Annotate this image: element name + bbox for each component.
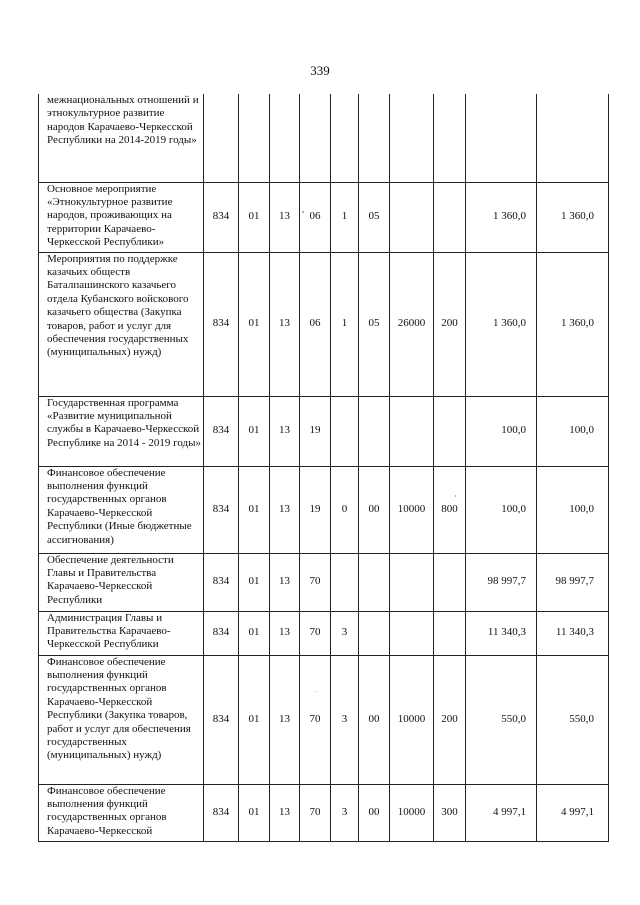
direction-code: 26000	[390, 252, 434, 396]
event-code	[359, 611, 390, 655]
subsection-code: 13	[270, 466, 300, 553]
direction-code: 10000	[390, 466, 434, 553]
grbs-code: 834	[204, 784, 239, 841]
grbs-code	[204, 94, 239, 182]
event-code: 00	[359, 655, 390, 784]
table-row	[39, 252, 609, 396]
amount-2: 98 997,7	[537, 553, 609, 611]
direction-code	[390, 611, 434, 655]
amount-2: 100,0	[537, 396, 609, 466]
row-name: межнациональных отношений и этнокультурное развитие народов Карачаево-Черкесской Республики на 2014-2019 годы»	[39, 94, 204, 182]
amount-1: 100,0	[466, 396, 537, 466]
grbs-code: 834	[204, 466, 239, 553]
subprogram-code	[331, 396, 359, 466]
amount-1	[466, 94, 537, 182]
amount-2: 4 997,1	[537, 784, 609, 841]
event-code	[359, 94, 390, 182]
subsection-code: 13	[270, 182, 300, 252]
event-code	[359, 396, 390, 466]
table-row	[39, 182, 609, 252]
expense-type-code: 200	[434, 252, 466, 396]
scan-speck	[316, 691, 317, 692]
subprogram-code: 3	[331, 655, 359, 784]
section-code: 01	[239, 784, 270, 841]
row-name: Обеспечение деятельности Главы и Правительства Карачаево-Черкесской Республики	[39, 553, 204, 611]
section-code	[239, 94, 270, 182]
row-name: Финансовое обеспечение выполнения функций государственных органов Карачаево-Черкесской	[39, 784, 204, 841]
grbs-code: 834	[204, 252, 239, 396]
program-code: 06	[300, 182, 331, 252]
budget-table	[38, 94, 609, 842]
subsection-code: 13	[270, 252, 300, 396]
row-name: Финансовое обеспечение выполнения функций государственных органов Карачаево-Черкесской Республики (Закупка товаров, работ и услуг для обеспечения государственных (муниципальных) нужд)	[39, 655, 204, 784]
amount-1: 98 997,7	[466, 553, 537, 611]
subprogram-code: 0	[331, 466, 359, 553]
table-row	[39, 466, 609, 553]
section-code: 01	[239, 396, 270, 466]
event-code: 05	[359, 252, 390, 396]
subsection-code: 13	[270, 553, 300, 611]
section-code: 01	[239, 466, 270, 553]
table-row	[39, 396, 609, 466]
grbs-code: 834	[204, 611, 239, 655]
program-code: 19	[300, 466, 331, 553]
section-code: 01	[239, 611, 270, 655]
amount-1: 11 340,3	[466, 611, 537, 655]
amount-1: 4 997,1	[466, 784, 537, 841]
event-code	[359, 553, 390, 611]
page-number: 339	[310, 63, 330, 78]
direction-code	[390, 182, 434, 252]
grbs-code: 834	[204, 182, 239, 252]
expense-type-code	[434, 182, 466, 252]
subprogram-code: 1	[331, 182, 359, 252]
row-name: Государственная программа «Развитие муниципальной службы в Карачаево-Черкесской Республике на 2014 - 2019 годы»	[39, 396, 204, 466]
subsection-code: 13	[270, 611, 300, 655]
subsection-code: 13	[270, 396, 300, 466]
row-name: Основное мероприятие «Этнокультурное развитие народов, проживающих на территории Карачаево-Черкесской Республики»	[39, 182, 204, 252]
expense-type-code: 800	[434, 466, 466, 553]
expense-type-code: 200	[434, 655, 466, 784]
subprogram-code	[331, 553, 359, 611]
amount-2: 1 360,0	[537, 182, 609, 252]
grbs-code: 834	[204, 655, 239, 784]
section-code: 01	[239, 553, 270, 611]
program-code: 06	[300, 252, 331, 396]
direction-code	[390, 553, 434, 611]
event-code: 00	[359, 466, 390, 553]
program-code: 70	[300, 655, 331, 784]
subsection-code: 13	[270, 655, 300, 784]
expense-type-code	[434, 611, 466, 655]
table-row	[39, 94, 609, 182]
direction-code	[390, 94, 434, 182]
program-code: 70	[300, 611, 331, 655]
row-name: Мероприятия по поддержке казачьих обществ Баталпашинского казачьего отдела Кубанского войскового казачьего общества (Закупка товаров, работ и услуг для обеспечения государственных (муниципальных) нужд)	[39, 252, 204, 396]
scan-speck	[302, 211, 304, 213]
row-name: Финансовое обеспечение выполнения функций государственных органов Карачаево-Черкесской Республики (Иные бюджетные ассигнования)	[39, 466, 204, 553]
expense-type-code	[434, 553, 466, 611]
amount-2	[537, 94, 609, 182]
subprogram-code	[331, 94, 359, 182]
grbs-code: 834	[204, 553, 239, 611]
table-row	[39, 611, 609, 655]
amount-1: 100,0	[466, 466, 537, 553]
grbs-code: 834	[204, 396, 239, 466]
table-row	[39, 553, 609, 611]
program-code: 19	[300, 396, 331, 466]
direction-code: 10000	[390, 784, 434, 841]
event-code: 00	[359, 784, 390, 841]
amount-1: 1 360,0	[466, 252, 537, 396]
program-code: 70	[300, 553, 331, 611]
direction-code	[390, 396, 434, 466]
subprogram-code: 3	[331, 611, 359, 655]
table-row	[39, 655, 609, 784]
subsection-code: 13	[270, 784, 300, 841]
expense-type-code: 300	[434, 784, 466, 841]
row-name: Администрация Главы и Правительства Карачаево-Черкесской Республики	[39, 611, 204, 655]
amount-1: 550,0	[466, 655, 537, 784]
expense-type-code	[434, 94, 466, 182]
amount-2: 100,0	[537, 466, 609, 553]
program-code	[300, 94, 331, 182]
subprogram-code: 1	[331, 252, 359, 396]
subprogram-code: 3	[331, 784, 359, 841]
amount-2: 11 340,3	[537, 611, 609, 655]
amount-2: 550,0	[537, 655, 609, 784]
subsection-code	[270, 94, 300, 182]
direction-code: 10000	[390, 655, 434, 784]
program-code: 70	[300, 784, 331, 841]
section-code: 01	[239, 182, 270, 252]
table-row	[39, 784, 609, 841]
amount-2: 1 360,0	[537, 252, 609, 396]
section-code: 01	[239, 252, 270, 396]
section-code: 01	[239, 655, 270, 784]
scan-speck	[455, 495, 456, 497]
event-code: 05	[359, 182, 390, 252]
amount-1: 1 360,0	[466, 182, 537, 252]
expense-type-code	[434, 396, 466, 466]
